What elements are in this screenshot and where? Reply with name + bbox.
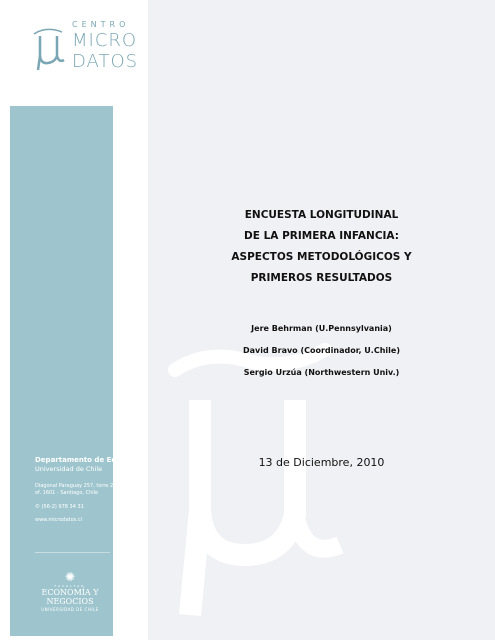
author-list	[148, 318, 495, 384]
department-title: Departamento de Economía	[35, 456, 145, 464]
mu-symbol-icon	[32, 26, 68, 72]
seal-icon: ✺	[64, 570, 76, 584]
title-line-4: PRIMEROS RESULTADOS	[250, 272, 393, 284]
faculty-university: UNIVERSIDAD DE CHILE	[41, 607, 99, 612]
faculty-subtitle: FACULTAD	[54, 584, 86, 588]
department-website: www.microdatos.cl	[35, 517, 83, 523]
author-2: David Bravo (Coordinador, U.Chile)	[243, 346, 400, 355]
faculty-line-1: ECONOMÍA Y	[41, 588, 99, 597]
author-3: Sergio Urzúa (Northwestern Univ.)	[243, 368, 400, 377]
title-line-3: ASPECTOS METODOLÓGICOS Y	[231, 251, 412, 263]
department-info	[35, 456, 145, 523]
centro-microdatos-logo	[32, 20, 152, 76]
publication-date: 13 de Diciembre, 2010	[258, 456, 385, 469]
department-address	[35, 483, 145, 497]
logo-center-text: CENTRO	[72, 20, 130, 29]
faculty-logo	[30, 570, 110, 612]
title-line-2: DE LA PRIMERA INFANCIA:	[244, 230, 399, 242]
logo-datos-text: DATOS	[72, 51, 139, 72]
document-title	[148, 205, 495, 289]
logo-micro-text: MICRO	[72, 30, 138, 51]
address-line-1: Diagonal Paraguay 257, torre 26,	[35, 483, 118, 489]
divider	[35, 552, 110, 553]
sidebar-panel	[10, 106, 113, 636]
department-phone: © (56-2) 978 34 31	[35, 504, 84, 510]
title-line-1: ENCUESTA LONGITUDINAL	[244, 209, 399, 221]
address-line-2: of. 1601 - Santiago, Chile	[35, 490, 99, 496]
faculty-line-2: NEGOCIOS	[46, 597, 94, 606]
department-university: Universidad de Chile	[35, 465, 103, 473]
author-1: Jere Behrman (U.Pennsylvania)	[251, 324, 392, 333]
